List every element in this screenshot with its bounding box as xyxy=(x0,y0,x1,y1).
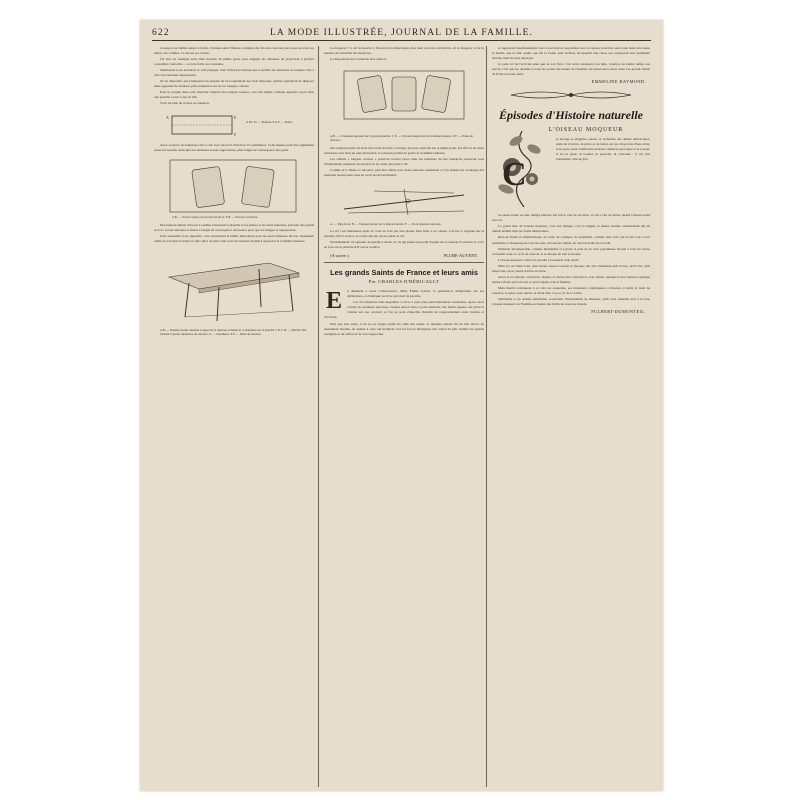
paragraph: Pour assembler trois appareils, c'est exactement la même disposition pour les deux lanternes du bas. Seulement celles-ci sont plus écartées et entre elles on place une sorte de tabouret destiné à supporter la troisième lanterne. xyxy=(154,233,314,243)
paragraph: Les châssis « longues courses » pourront trouver place dans les lanternes du bas puisqu'ils passeront sous l'entablement supérieur du tabouret et en avant des pieds L M. xyxy=(324,156,484,166)
paragraph: Des boulons munis d'écrous à oreilles traversent la planche et les pattes; et les deux lanternes, pivotant aux points A et A', seront amenées et fixées à l'angle de convergence nécessaire pour que les images se superposent. xyxy=(154,222,314,232)
page-header xyxy=(152,22,651,42)
signature-row xyxy=(330,253,478,258)
figure-two-lanterns xyxy=(164,156,304,220)
paragraph: Or un dispositif, que j'indiquerai au surplus de l'accouplement des trois lanternes, permet également de disposer deux appareils de manière qu'ils puissent recevoir les longues courses. xyxy=(154,79,314,89)
column-rule-right xyxy=(486,46,487,787)
paragraph: Le grand luxe de l'oiseau moqueur, c'est son ramage, c'est sa langue, la mieux pendue certainement qui ait jamais habillé dans les forêts américaines. xyxy=(492,224,650,234)
figure-caption: A B. — Troncs ronds pour le point de pivot. E B. — Ecrous ou entraxe. xyxy=(172,214,258,219)
paragraph: Alors on place les lanternes côte à côte avec un écart d'environ 15 centimètres. Cette mesure peut être augmentée selon les besoins, mais plus les lanternes seront rapprochées, plus l'angle de convergence sera petit. xyxy=(154,142,314,152)
paragraph: et supportant moelleusement tout ce qui était en opposition avec sa nature, très-libre sans toute mais très dense et tendre, que le mal, quelle que fût la forme qu'il revêtait, lui apparût une chose qui comportait non seulement morale, mais de plus physique. xyxy=(492,46,650,61)
svg-text:A: A xyxy=(166,114,169,120)
author-signature: FULBERT-DUMONTEIL. xyxy=(591,309,646,315)
paragraph: Mais il a un chant à lui, dont aucun oiseau n'oserait se moquer, des airs charmants qu'il trouve, qu'il crée, qu'il improvise, en se jouant d'arbre en arbre. xyxy=(492,263,650,273)
paragraph: Maintenant nous abordons le côté pratique. Tout d'abord je déclare que le préfère les lanternes accouplées côte à côte aux lanternes superposées. xyxy=(154,68,314,78)
section-heading: Épisodes d'Histoire naturelle xyxy=(498,108,643,123)
article-body xyxy=(324,289,484,336)
paragraph: J'ai cité cet exemple entre bien d'autres du même genre pour engager les amateurs de projection à profiter conseillers conforme ... cet très facile au construire. xyxy=(154,57,314,67)
paragraph: n demande à notre collaboratrice, Mme Émilie Lafont, la permission d'emprunter sur ses attributions, et d'indiquer un livre qui vient de paraître. xyxy=(347,289,484,299)
paragraph: Mais bientôt reviennent à sa voix les sonneries, ses fantaisies compliquées et bizarres, il imite le bruit du tonnerre, le galop d'un cheval, le chant d'un coq, le cri de la vache. xyxy=(492,285,650,295)
paragraph: La vis l est maintenue après la croix en bois par une plaque bien fixée à sa cabeza. L'écrou G s'appuie sur la planche A B et avance ou recule suivant qu'on tourne la vis. xyxy=(324,229,484,239)
paragraph: L'oiseau moqueur a élevé la parodie à la hauteur d'un chant. xyxy=(498,257,580,262)
drop-cap: E xyxy=(325,288,342,315)
author-signature: EMMELINE RAYMOND. xyxy=(591,79,646,85)
paragraph: On comprend qu'il est alors très facile de faire converger les trois objectifs sur le même point. En effet si les deux extérieurs sont dans un plan horizontal, le tabouret permet de porter la troisième lanterne. xyxy=(324,145,484,155)
figure-caption: A. — Tige de fer. B. — Tabouret monté sur le plateau mobile. F. — Trois lanternes reposant. xyxy=(330,221,442,226)
paragraph: La disposition sur la planche sera celle-ci. xyxy=(330,57,387,62)
paragraph: Rien de fluide et d'harmonieux, de varié, de comique, de stupéfiant, comme cette voix qui se fait tour à tour spirituelle et moqueuse de tous les sons, de tous les chants, de tous les bruits de la forêt. xyxy=(492,235,650,245)
header-rule xyxy=(152,40,651,41)
paragraph: Pour le coupler deux sans chercher l'emploi des longues courses, c'est très simple. Chaque appareil a pour base une planche ou un corps de tôle. xyxy=(154,90,314,100)
paragraph: Comme je le disais, le tabouret, peut être utilisé pour deux lanternes seulement et l'on obtient les avantages des lanternes superposées sans en avoir les inconvénients. xyxy=(324,167,484,177)
to-be-continued: (A suivre.) xyxy=(330,253,349,259)
paragraph: La longueur C L de la hauteur L M auront les dimensions plus haut ou trois centimètres, de la longueur et de la hauteur du ensemble des lanternes. xyxy=(324,46,484,56)
column-rule-left xyxy=(318,46,319,787)
svg-text:E: E xyxy=(234,114,237,120)
ornament-divider xyxy=(492,88,650,106)
paragraph: et étrange et singulier oiseau, si recherché des dames américaines, plein de vivacité, de grâce et de talent, est un citoyen des États-Unis; il ne porte point d'uniforme éclatant comme le perroquet et le toucan, il n'a ni galet, ni bonnet, ni panache, ni couronne : il est tout bonnement vêtu de gris. xyxy=(556,137,650,162)
paragraph: Alors, il est sérieux, convaincu, inspiré, il chante avec conscience, avec amour, quelque douce chanson, quelque tendre refrain qu'on écoute et qu'on répète sous la feuillée. xyxy=(492,274,650,284)
figure-base-plan xyxy=(164,110,304,140)
page-number: 622 xyxy=(152,28,170,38)
svg-text:F: F xyxy=(234,131,237,137)
paragraph: Voici un plan de la base en question. xyxy=(160,101,210,106)
figure-three-lanterns xyxy=(334,65,474,131)
section-subtitle: L'OISEAU MOQUEUR xyxy=(548,127,624,134)
article-byline: Par CHARLES D'HÉRICAULT xyxy=(368,279,440,285)
paragraph: Les circonstances dans lesquelles ce livre a paru sont particulièrement touchantes. Après avoir corrigé les dernières épreuves, l'auteur entrait dans la paix éternelle; des mains pieuses ont placé le volume sur son cercueil, et l'on ne peut s'interdire d'établir un rapprochement entre l'œuvre et l'écrivain. xyxy=(324,300,484,320)
running-title: LA MODE ILLUSTRÉE, JOURNAL DE LA FAMILLE. xyxy=(269,28,534,38)
bird-flower-illustration xyxy=(492,127,560,213)
svg-text:C: C xyxy=(502,156,527,194)
figure-tabouret xyxy=(159,247,309,325)
paragraph: Semblable à ces artistes ambulants, souverains d'instruments de musique, qu'ils font entendre tous à la fois, l'oiseau moqueur est l'homme-orchestre des forêts du nouveau monde. xyxy=(492,296,650,307)
magazine-page xyxy=(140,20,663,791)
figure-caption: A B. — 2 lanternes reposant sur la grande planche. C D. — Tabouret supportant la troisième lanterne. E F. — Pattes du tabouret. xyxy=(330,134,473,143)
bird-illustration-block xyxy=(492,127,650,213)
paragraph: Naturellement, en agissant de gauche à droite, la vis qui prend son point d'appui sur le tasseau D soulève la croix en bois sur la planche A B qui se soulève. xyxy=(324,240,484,250)
column-1 xyxy=(154,46,314,788)
paragraph: Sa seule parure est une rémige blanche qui fait le tour de ses ailes, et qui a l'air de flotter quand l'oiseau prend son vol. xyxy=(492,213,650,223)
figure-caption: A B C D. — Planche. E et F. — Pattes. xyxy=(246,119,293,124)
author-signature: PLUBE-AUVENT. xyxy=(443,253,478,259)
paragraph: la neige et en même temps le fonds. J'obtiens ainsi l'illusion complète des flocons couvrant peu à peu les toits, les arbres, les collines. Le succès est certain. xyxy=(154,46,314,56)
paragraph: Plus que tout autre, il est pu se ranger parmi les amis des saints: sa dernière pensée fut de leur élever un monument durable, de donner à ceux qui inclinent vers les forces intérieures une raison de plus d'aimer les grands exemples et de s'efforcer de s'en rapprocher. xyxy=(324,321,484,336)
column-3 xyxy=(492,46,650,788)
figure-screw-mechanism xyxy=(334,181,474,219)
paragraph: Imitateur incomparable, critique infatigable et joyeux, il jette de sa voix gouailleuse l'ironie à tous les vents, contrefait ceux-ci, se rit de ceux-là, et se moque de tout le monde. xyxy=(492,246,650,256)
paragraph: Je parle ici de l'écrivain plus que de son livre; c'est qu'en analysant son âme, j'analyse en même temps son œuvre; c'est que les qualités et sans les vertus très hautes de l'homme ont laissé leurs traces dans Les grands Saints de France et leurs amis. xyxy=(492,62,650,77)
figure-caption: A B. — Planche mobile destinée à supporter la lanterne et munie de 4 charnières sur la planche C D. C D. — Planche fixe formant la partie supérieure du tabouret. E. — Charnières. E F. — Pieds du tabouret. xyxy=(160,327,307,336)
article-heading: Les grands Saints de France et leurs amis xyxy=(330,268,478,278)
column-2 xyxy=(324,46,484,788)
section-divider xyxy=(324,262,484,263)
